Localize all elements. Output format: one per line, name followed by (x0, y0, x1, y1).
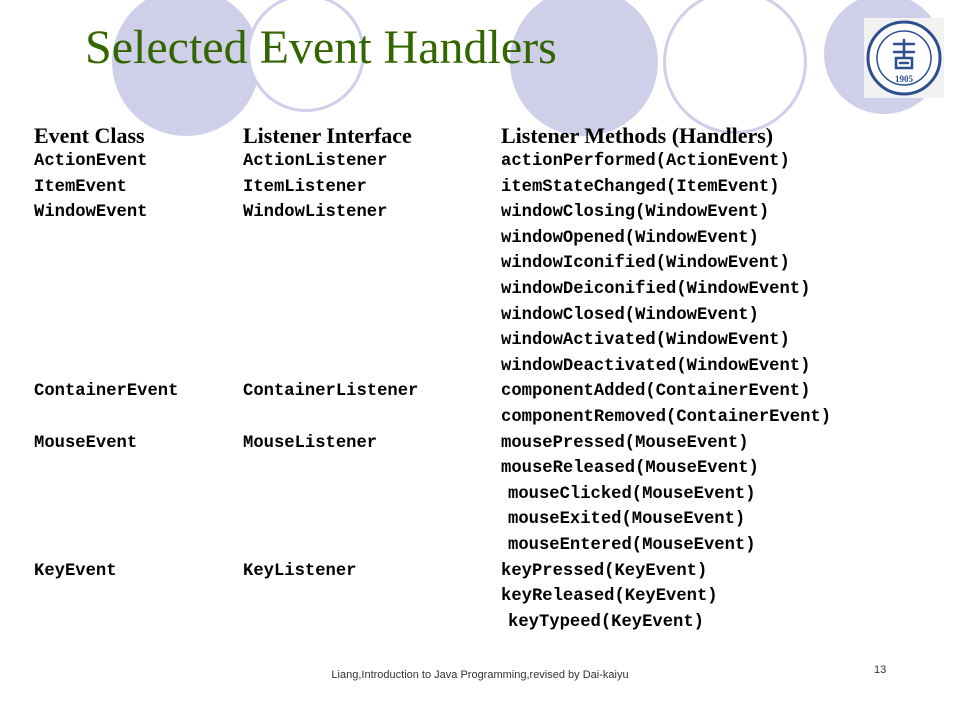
method-cell: mouseExited(MouseEvent) (508, 510, 746, 530)
method-cell: mouseEntered(MouseEvent) (508, 535, 756, 555)
header-listener-methods: Listener Methods (Handlers) (501, 123, 774, 148)
method-cell: mouseClicked(MouseEvent) (508, 484, 756, 504)
method-cell: windowDeiconified(WindowEvent) (501, 279, 811, 299)
university-seal-logo (864, 18, 944, 98)
event-class-cell: KeyEvent (34, 561, 117, 581)
method-cell: windowActivated(WindowEvent) (501, 331, 790, 351)
slide-title: Selected Event Handlers (85, 21, 557, 74)
decor-circle-ring-2 (663, 0, 807, 134)
event-class-cell: ItemEvent (34, 177, 127, 197)
method-cell: componentRemoved(ContainerEvent) (501, 407, 832, 427)
header-event-class: Event Class (34, 123, 145, 148)
method-cell: keyTypeed(KeyEvent) (508, 612, 704, 632)
event-class-cell: WindowEvent (34, 203, 148, 223)
event-class-cell: ActionEvent (34, 152, 148, 171)
listener-cell: ContainerListener (243, 382, 419, 402)
method-cell: windowIconified(WindowEvent) (501, 254, 790, 274)
listener-cell: MouseListener (243, 433, 378, 453)
seal-icon (864, 18, 944, 98)
method-cell: componentAdded(ContainerEvent) (501, 382, 811, 402)
method-cell: windowOpened(WindowEvent) (501, 228, 759, 248)
listener-cell: ActionListener (243, 152, 388, 171)
event-class-cell: MouseEvent (34, 433, 138, 453)
event-class-cell: ContainerEvent (34, 382, 179, 402)
method-cell: mouseReleased(MouseEvent) (501, 459, 759, 479)
method-cell: windowDeactivated(WindowEvent) (501, 356, 811, 376)
method-cell: actionPerformed(ActionEvent) (501, 152, 790, 171)
slide-footer: Liang,Introduction to Java Programming,revised by Dai-kaiyu (331, 669, 629, 681)
seal-year: 1905 (895, 74, 913, 84)
method-cell: windowClosing(WindowEvent) (501, 203, 770, 223)
listener-cell: WindowListener (243, 203, 388, 223)
method-cell: windowClosed(WindowEvent) (501, 305, 759, 325)
listener-cell: KeyListener (243, 561, 357, 581)
method-cell: keyPressed(KeyEvent) (501, 561, 708, 581)
header-listener-interface: Listener Interface (243, 123, 412, 148)
listener-cell: ItemListener (243, 177, 367, 197)
method-cell: mousePressed(MouseEvent) (501, 433, 749, 453)
method-cell: keyReleased(KeyEvent) (501, 587, 718, 607)
page-number: 13 (874, 664, 887, 676)
method-cell: itemStateChanged(ItemEvent) (501, 177, 780, 197)
